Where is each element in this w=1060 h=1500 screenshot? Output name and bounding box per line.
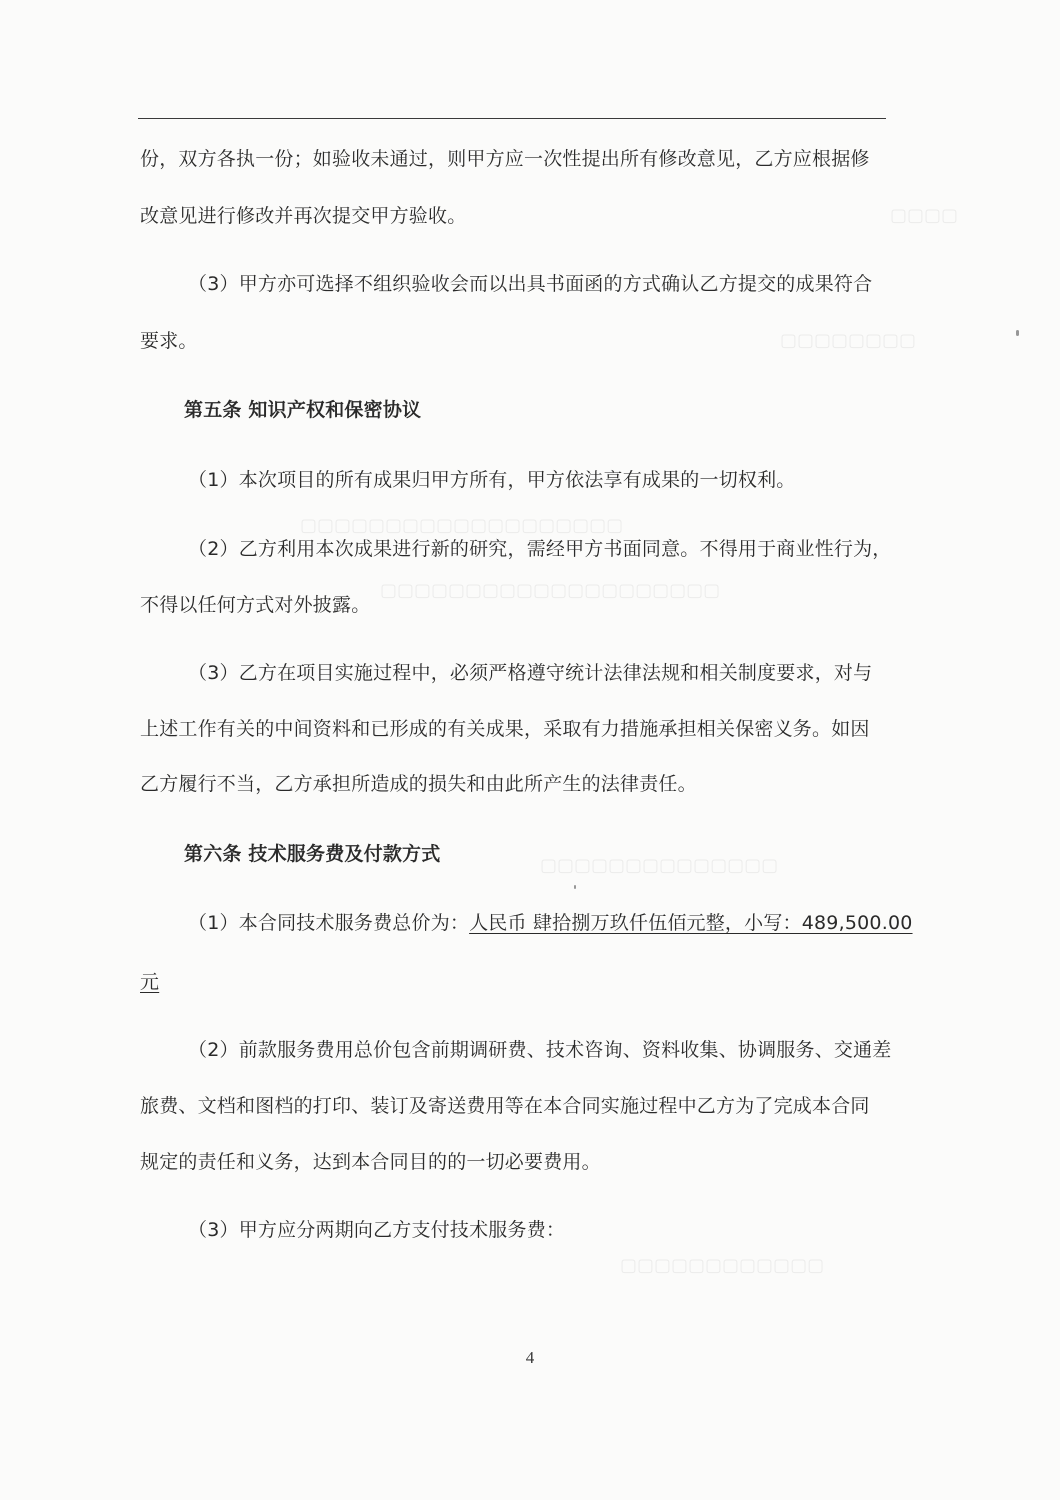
fee-prefix: （1）本合同技术服务费总价为： — [188, 912, 470, 934]
section-heading-6: 第六条 技术服务费及付款方式 — [184, 843, 441, 865]
show-through: ▢▢▢▢▢▢▢▢▢▢▢▢▢▢▢▢▢▢▢▢ — [380, 580, 721, 601]
show-through: ▢▢▢▢ — [890, 205, 959, 226]
fee-unit: 元 — [140, 971, 160, 993]
paragraph-line: （1）本次项目的所有成果归甲方所有，甲方依法享有成果的一切权利。 — [188, 469, 796, 491]
fee-amount: 人民币 肆拾捌万玖仟伍佰元整，小写：489,500.00 — [469, 912, 913, 934]
paragraph-line: 改意见进行修改并再次提交甲方验收。 — [140, 205, 467, 227]
section-heading-5: 第五条 知识产权和保密协议 — [184, 399, 422, 421]
paragraph-line: （3）甲方亦可选择不组织验收会而以出具书面函的方式确认乙方提交的成果符合 — [188, 273, 873, 295]
paragraph-line: 不得以任何方式对外披露。 — [140, 594, 371, 616]
show-through: ▢▢▢▢▢▢▢▢▢▢▢▢ — [620, 1255, 825, 1276]
paragraph-line: （2）前款服务费用总价包含前期调研费、技术咨询、资料收集、协调服务、交通差 — [188, 1039, 892, 1061]
header-rule — [138, 118, 886, 119]
show-through: ▢▢▢▢▢▢▢▢▢▢▢▢▢▢▢▢▢▢▢ — [300, 515, 624, 536]
paragraph-line: 份，双方各执一份；如验收未通过，则甲方应一次性提出所有修改意见，乙方应根据修 — [140, 148, 870, 170]
paragraph-line: （3）甲方应分两期向乙方支付技术服务费： — [188, 1219, 566, 1241]
paragraph-line: 要求。 — [140, 330, 198, 352]
scan-speck — [574, 885, 576, 889]
scan-speck — [1016, 330, 1019, 336]
paragraph-line: 旅费、文档和图档的打印、装订及寄送费用等在本合同实施过程中乙方为了完成本合同 — [140, 1095, 870, 1117]
show-through: ▢▢▢▢▢▢▢▢ — [780, 330, 917, 351]
paragraph-line: 上述工作有关的中间资料和已形成的有关成果，采取有力措施承担相关保密义务。如因 — [140, 718, 870, 740]
paragraph-line: （2）乙方利用本次成果进行新的研究，需经甲方书面同意。不得用于商业性行为， — [188, 538, 892, 560]
paragraph-line: 乙方履行不当，乙方承担所造成的损失和由此所产生的法律责任。 — [140, 773, 697, 795]
show-through: ▢▢▢▢▢▢▢▢▢▢▢▢▢▢ — [540, 855, 779, 876]
page-number: 4 — [525, 1348, 535, 1367]
paragraph-line: 规定的责任和义务，达到本合同目的的一切必要费用。 — [140, 1151, 601, 1173]
paragraph-line: （3）乙方在项目实施过程中，必须严格遵守统计法律法规和相关制度要求，对与 — [188, 662, 873, 684]
fee-line — [188, 911, 913, 935]
